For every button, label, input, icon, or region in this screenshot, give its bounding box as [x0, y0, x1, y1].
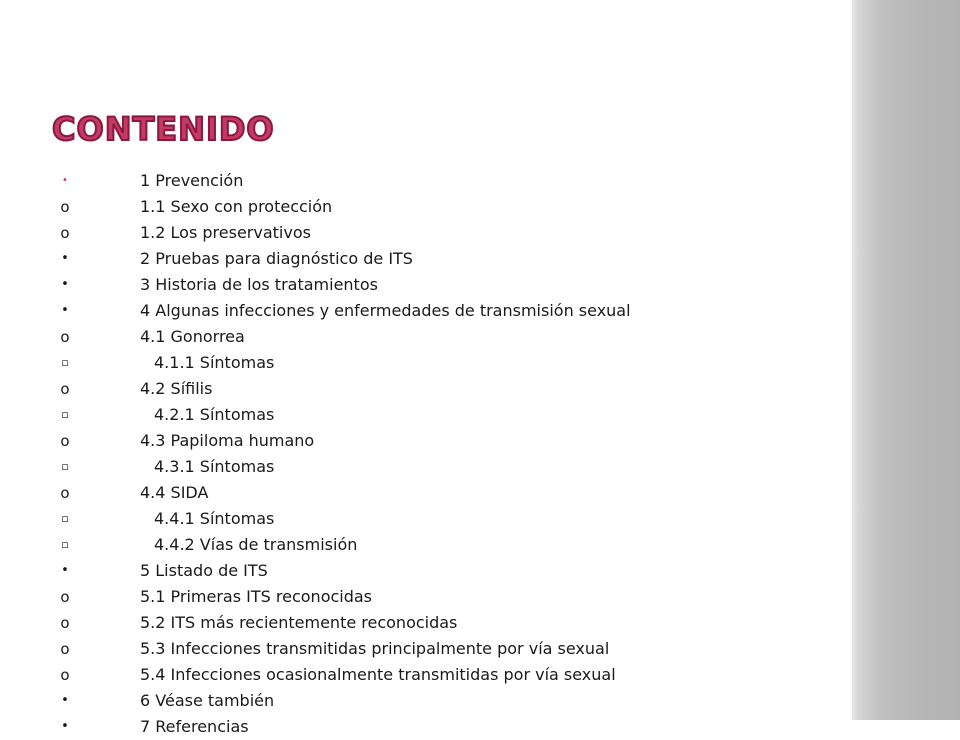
toc-item-label: 5 Listado de ITS [140, 561, 268, 580]
toc-item-marker: o [60, 432, 70, 450]
toc-item-marker: o [60, 614, 70, 632]
toc-item-marker: o [60, 640, 70, 658]
toc-item-marker: ▫ [61, 512, 69, 525]
toc-item-label: 4.2.1 Síntomas [154, 405, 275, 424]
toc-item-marker: o [60, 484, 70, 502]
toc-item-marker: • [61, 719, 69, 734]
toc-item-label: 5.4 Infecciones ocasionalmente transmitidas por vía sexual [140, 665, 616, 684]
toc-item-marker: o [60, 666, 70, 684]
toc-item-marker: o [60, 588, 70, 606]
toc-item-label: 1.1 Sexo con protección [140, 197, 333, 216]
toc-item-marker: • [61, 303, 69, 318]
toc-item-label: 2 Pruebas para diagnóstico de ITS [140, 249, 413, 268]
toc-item-label: 4.4.1 Síntomas [154, 509, 275, 528]
table-of-contents [0, 168, 852, 736]
toc-item-label: 1 Prevención [140, 171, 244, 190]
toc-item-marker: o [60, 198, 70, 216]
toc-item-label: 5.1 Primeras ITS reconocidas [140, 587, 373, 606]
toc-item-marker: • [62, 175, 68, 186]
toc-item-marker: o [60, 380, 70, 398]
toc-item-label: 1.2 Los preservativos [140, 223, 311, 242]
toc-item-marker: o [60, 328, 70, 346]
decorative-side-band [852, 0, 960, 720]
toc-item-marker: • [61, 277, 69, 292]
toc-item-label: 4.4 SIDA [140, 483, 209, 502]
toc-item-marker: ▫ [61, 460, 69, 473]
toc-item-label: 4 Algunas infecciones y enfermedades de transmisión sexual [140, 301, 631, 320]
toc-item-label: 4.4.2 Vías de transmisión [154, 535, 358, 554]
toc-item-label: 5.2 ITS más recientemente reconocidas [140, 613, 458, 632]
toc-item-label: 4.1.1 Síntomas [154, 353, 275, 372]
toc-item-marker: • [61, 693, 69, 708]
toc-item-label: 3 Historia de los tratamientos [140, 275, 378, 294]
toc-item-marker: ▫ [61, 538, 69, 551]
toc-item-label: 7 Referencias [140, 717, 249, 736]
toc-item-label: 4.3 Papiloma humano [140, 431, 315, 450]
toc-item-label: 5.3 Infecciones transmitidas principalmente por vía sexual [140, 639, 610, 658]
toc-item-label: 4.3.1 Síntomas [154, 457, 275, 476]
toc-item-marker: o [60, 224, 70, 242]
toc-item-label: 4.1 Gonorrea [140, 327, 245, 346]
toc-item-label: 6 Véase también [140, 691, 275, 710]
toc-item-marker: ▫ [61, 356, 69, 369]
slide-title: contenido [52, 97, 275, 151]
toc-item-marker: ▫ [61, 408, 69, 421]
toc-item-marker: • [61, 563, 69, 578]
toc-item-marker: • [61, 251, 69, 266]
toc-item-label: 4.2 Sífilis [140, 379, 213, 398]
